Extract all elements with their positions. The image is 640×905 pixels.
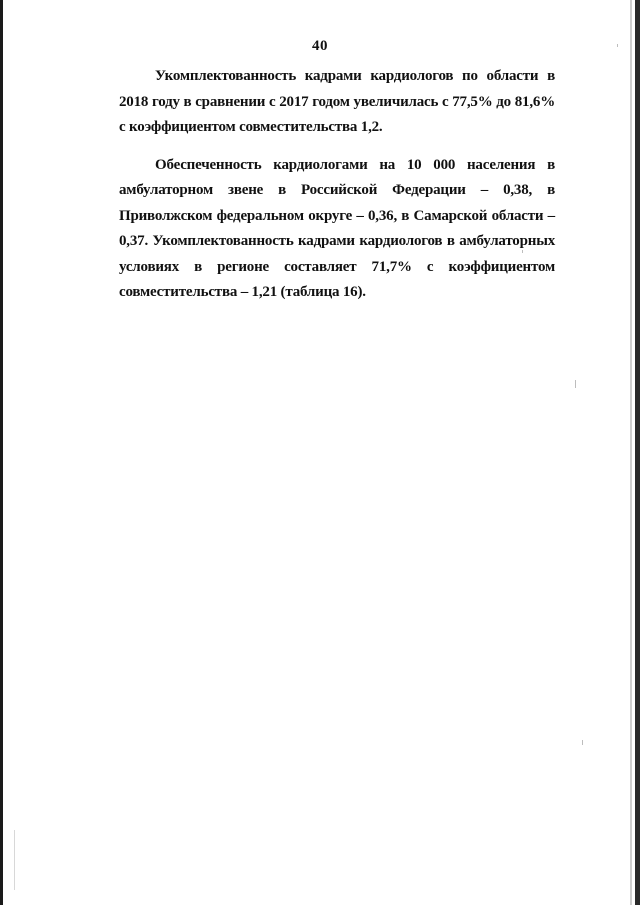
scan-speck xyxy=(14,830,15,890)
page-number: 40 xyxy=(312,38,328,54)
paragraph-cardiologist-provision: Обеспеченность кардиологами на 10 000 населения в амбулаторном звене в Российской Федерации – 0,38, в Приволжском федеральном округе – 0,36, в Самарской области – 0,37. Укомплектованность кадрами кардиологов в амбулаторных условиях в регионе составляет 71,7% с коэффициентом совместительства – 1,21 (таблица 16). xyxy=(119,156,555,300)
scan-speck xyxy=(582,740,583,745)
paragraph-staffing-2018: Укомплектованность кадрами кардиологов по области в 2018 году в сравнении с 2017 годом увеличилась с 77,5% до 81,6% с коэффициентом совместительства 1,2. xyxy=(119,68,555,135)
scan-border-right xyxy=(635,0,640,905)
scan-shadow-right xyxy=(630,0,632,905)
document-body xyxy=(119,64,555,306)
scan-speck xyxy=(575,380,576,388)
scan-border-left xyxy=(0,0,3,905)
